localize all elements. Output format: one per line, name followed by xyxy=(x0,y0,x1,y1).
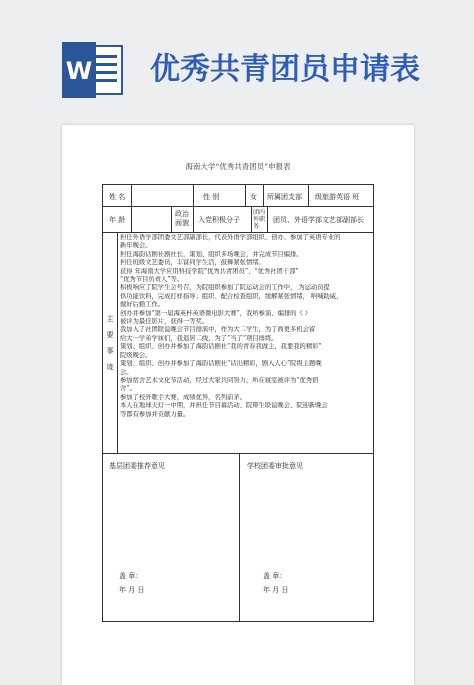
deeds-line: 我加入了社团联谊晚会节目排演中，作为大二学生，为了尚更多机会留 xyxy=(120,326,316,334)
word-document-icon xyxy=(62,42,124,98)
deeds-line: 本人在地球天灯一中期，并担任节目幕活动、院辩生联谊晚会、院迎新晚会 xyxy=(120,402,328,410)
deeds-line: 会。 xyxy=(120,368,133,376)
deeds-line: 策划、组织、创办并参加了海韵话剧社“我的青春我做主，我要我的精彩” xyxy=(120,343,322,351)
application-form-table xyxy=(102,184,374,622)
post-value: 团员、外语学部文艺部副部长 xyxy=(273,216,364,224)
deeds-line: 给大一学弟学妹们，我退居二线，为了“当了”项目排练。 xyxy=(120,334,278,342)
date-label-right: 年 月 日 xyxy=(263,586,289,594)
approve-label: 学校团委审批意见 xyxy=(247,462,303,470)
branch-value: 级旅游英语 班 xyxy=(315,193,360,201)
deeds-line: 创办并参加“第一届海英杯英语微电影大赛”，我所参演、编排的《 》 xyxy=(120,309,312,317)
deeds-line: 参加了校外歌手大赛，成绩优异，名列前茅。 xyxy=(120,393,246,401)
deeds-line: 担任海韵话剧社剧社长，策划、组织多场晚会，并完成节目编排。 xyxy=(120,250,303,258)
deeds-line: 院级晚会。 xyxy=(120,351,152,359)
deeds-line: 等都有参加并贡献力量。 xyxy=(120,410,190,418)
stamp-label-left: 盖 章： xyxy=(119,572,143,580)
deeds-line: 获得 年海南大学应用科技学院“优秀共青团员”、“优秀社团干部” xyxy=(120,267,299,275)
deeds-label: 主 要 事 迹 xyxy=(106,315,114,371)
gender-value: 女 xyxy=(250,193,257,201)
age-label: 年 龄 xyxy=(109,216,126,224)
banner-title: 优秀共青团员申请表 xyxy=(150,52,420,87)
stamp-label-right: 盖 章： xyxy=(263,572,287,580)
deeds-line: 舍”。 xyxy=(120,385,136,393)
political-label: 政治面貌 xyxy=(175,210,189,227)
word-logo-letter: W xyxy=(65,57,93,85)
recommend-label: 基层团委推荐意见 xyxy=(109,462,165,470)
branch-label: 所属团支部 xyxy=(267,193,302,201)
deeds-line: 担任外语学部团委文艺部副部长，代表外语学部组织、创办、参加了英语专业的 xyxy=(120,234,341,241)
deeds-line: 做好后勤工作。 xyxy=(120,301,165,309)
deeds-line: 供功能饮料，完成打样指导；组织、配合检查组织，缓解紧张情绪， 呐喊助威， xyxy=(120,292,343,300)
date-label-left: 年 月 日 xyxy=(119,586,145,594)
name-label: 姓 名 xyxy=(109,193,126,201)
deeds-line: 策划、组织、创办并参加了海韵话剧社“话出精彩，剧入人心”院级主题晚 xyxy=(120,360,322,368)
deeds-line: 积极响应了院学生会号召，为院组织参加了院运动会的工作中， 为运动员提 xyxy=(120,284,330,292)
form-title: 海南大学“优秀共青团员”申报表 xyxy=(185,162,291,171)
deeds-line: 担任班级文艺委员，丰富同学生活，鼓舞紧张情绪。 xyxy=(120,259,265,267)
post-label: 团内外职务 xyxy=(253,209,266,230)
document-page xyxy=(62,125,414,685)
document-banner xyxy=(0,0,474,120)
deeds-line: 被评为最佳影片，获得一等奖。 xyxy=(120,318,209,326)
deeds-line: 新年晚会。 xyxy=(120,242,152,250)
deeds-line: “优秀节目负责人”等。 xyxy=(120,276,184,284)
deeds-content xyxy=(120,234,370,419)
deeds-line: 参加宿舍艺术文化节活动，经过大家共同努力，所在寝室被评为“优秀宿 xyxy=(120,376,319,384)
political-value: 入党积极分子 xyxy=(198,216,240,224)
gender-label: 性 别 xyxy=(203,193,220,201)
